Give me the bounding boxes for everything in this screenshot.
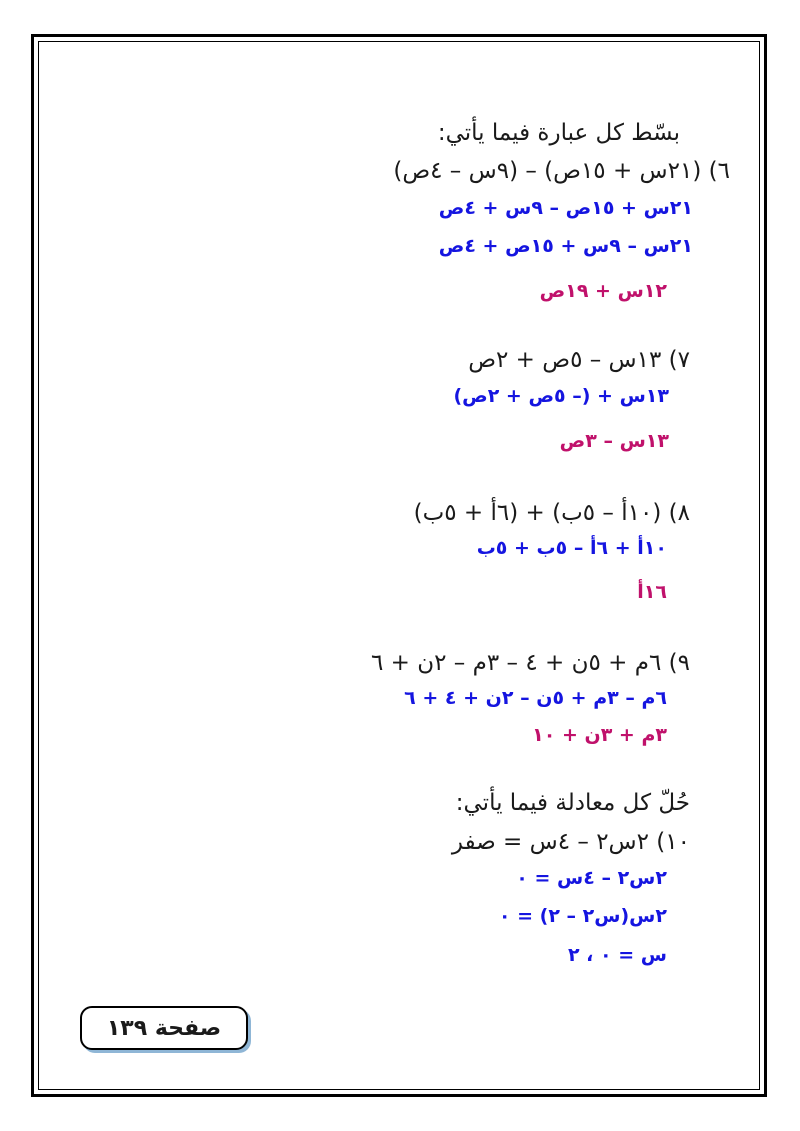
problem-6-step-1: ٢١س + ١٥ص – ٩س + ٤ص [438,197,693,219]
problem-10-step-1: ٢س٢ – ٤س = ٠ [516,867,667,889]
problem-9-statement [371,650,690,676]
section1-heading: بسّط كل عبارة فيما يأتي: [437,120,680,146]
problem-10-statement [452,829,690,855]
problem-6-answer: ١٢س + ١٩ص [539,280,667,302]
problem-7-expression: ١٣س – ٥ص + ٢ص [468,347,662,373]
problem-6-statement [393,158,730,184]
problem-7-answer: ١٣س – ٣ص [559,430,669,452]
problem-10-answer: س = ٠ ، ٢ [567,944,667,966]
problem-9-answer: ٣م + ٣ن + ١٠ [532,724,667,746]
problem-10-number: ١٠) [656,829,690,855]
section2-heading: حُلّ كل معادلة فيما يأتي: [455,790,690,816]
problem-8-number: ٨) [668,500,690,526]
problem-7-number: ٧) [668,347,690,373]
problem-8-statement [414,500,690,526]
problem-6-step-2: ٢١س – ٩س + ١٥ص + ٤ص [438,235,693,257]
problem-6-expression: (٢١س + ١٥ص) – (٩س – ٤ص) [393,158,702,184]
problem-6-number: ٦) [708,158,730,184]
problem-8-answer: ١٦أ [637,581,667,603]
problem-8-step-1: ١٠أ + ٦أ – ٥ب + ٥ب [476,537,667,559]
problem-10-expression: ٢س٢ – ٤س = صفر [451,829,649,855]
problem-7-step-1: ١٣س + (– ٥ص + ٢ص) [453,385,669,407]
problem-10-step-2: ٢س(س٢ – ٢) = ٠ [498,905,667,927]
problem-8-expression: (١٠أ – ٥ب) + (٦أ + ٥ب) [413,500,662,526]
page-number-label: صفحة ١٣٩ [106,1016,222,1041]
problem-9-step-1: ٦م – ٣م + ٥ن – ٢ن + ٤ + ٦ [404,687,667,709]
problem-9-number: ٩) [668,650,690,676]
problem-7-statement [468,347,690,373]
page-number-badge [80,1006,248,1050]
problem-9-expression: ٦م + ٥ن + ٤ – ٣م – ٢ن + ٦ [370,650,662,676]
